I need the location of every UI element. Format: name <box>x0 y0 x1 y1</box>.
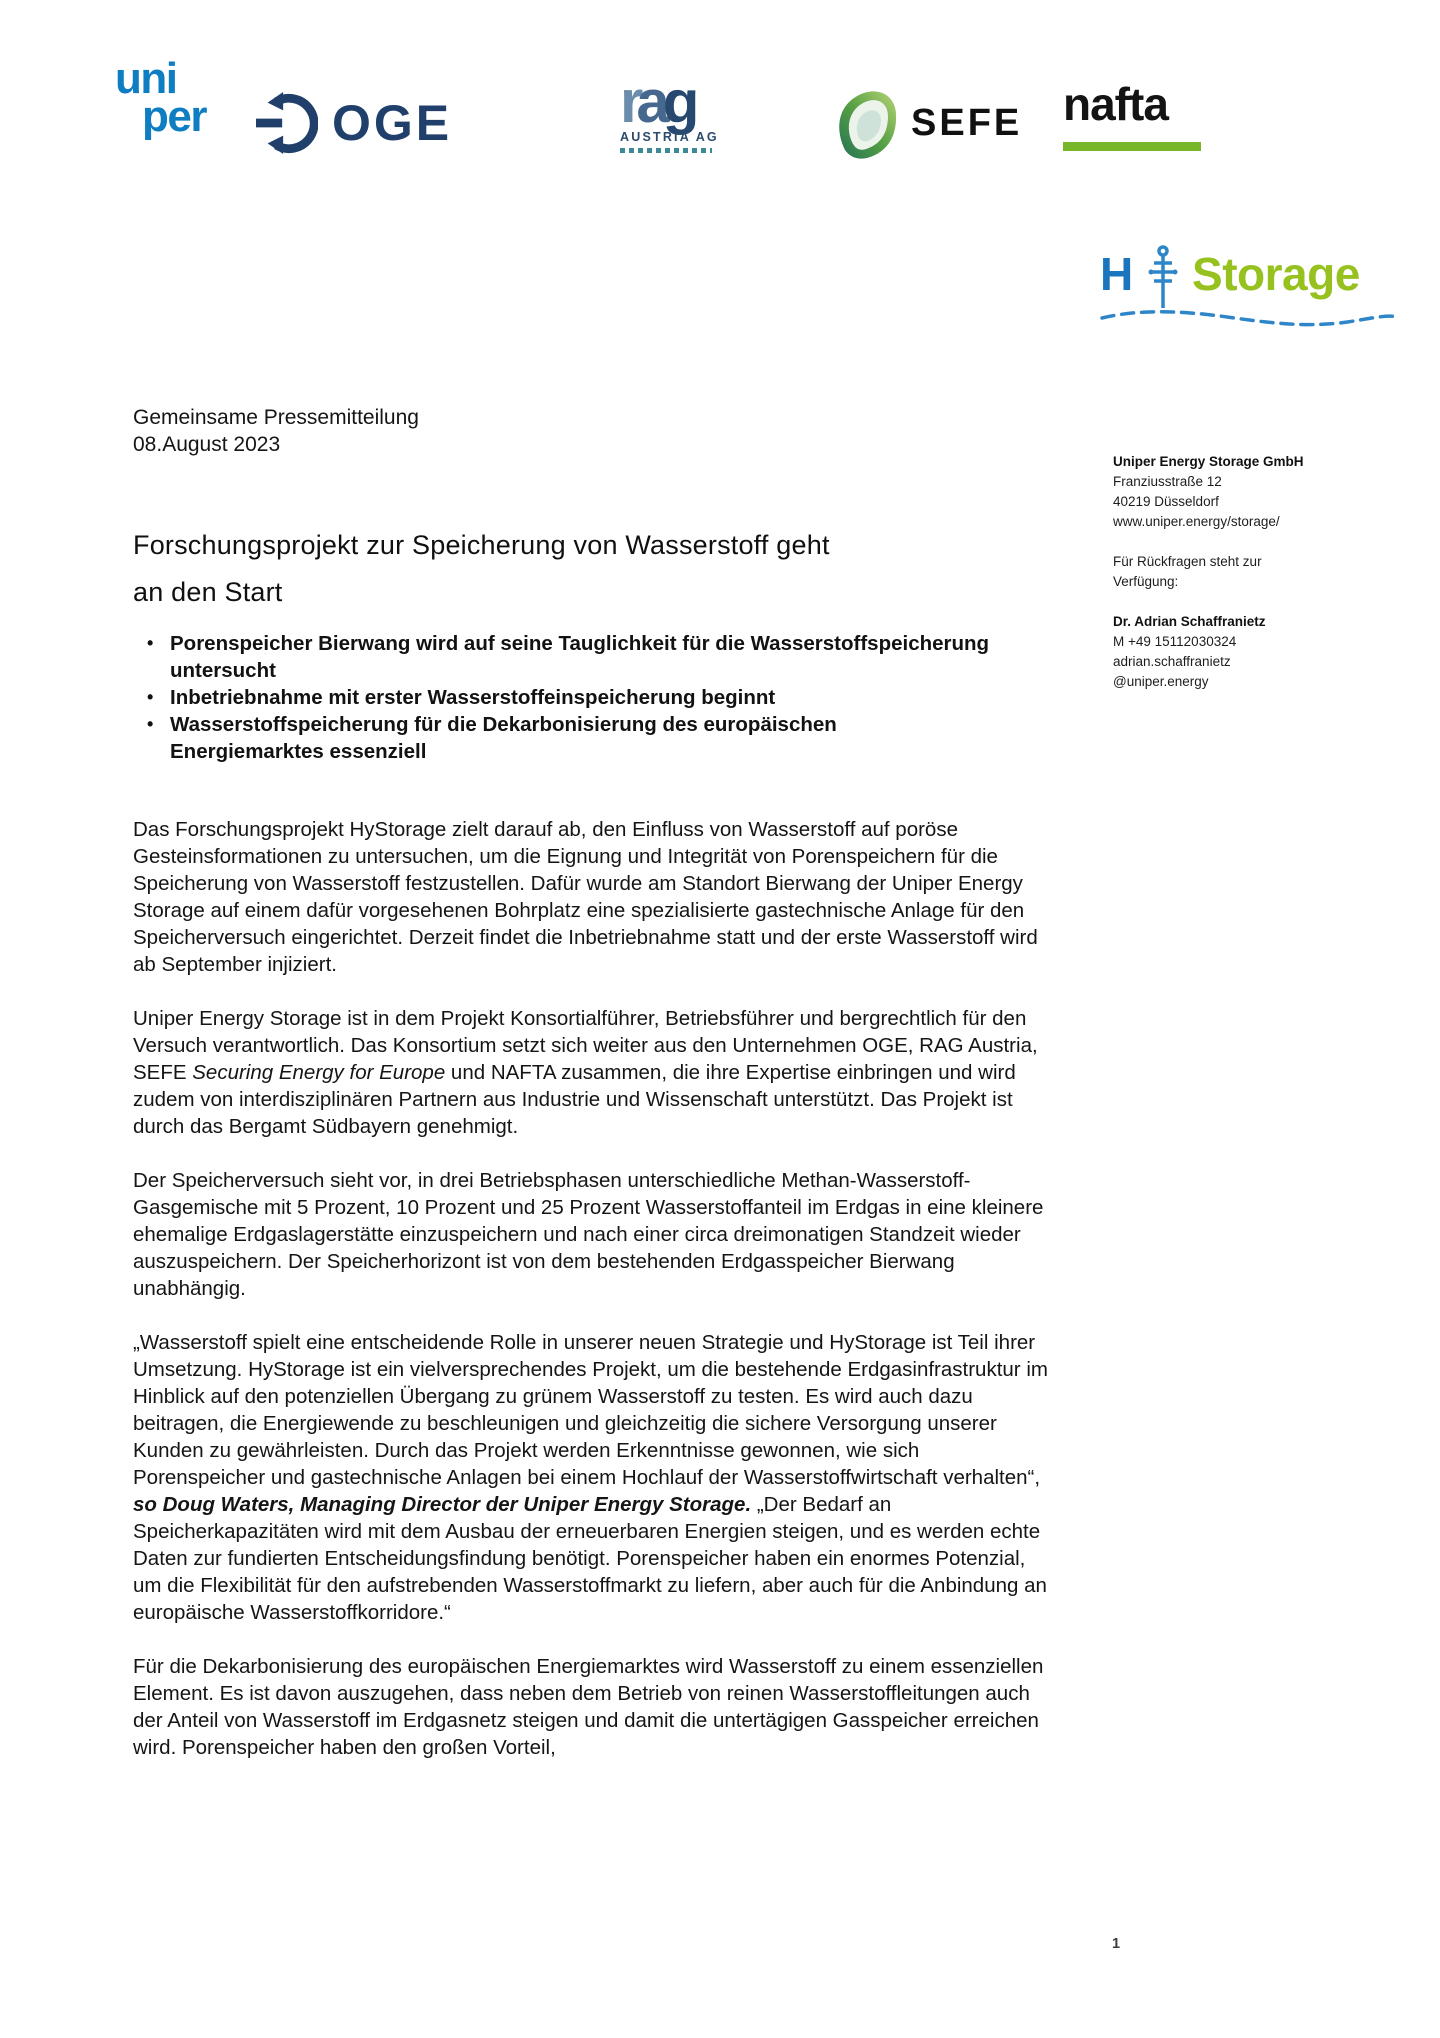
headline: Forschungsprojekt zur Speicherung von Wasserstoff geht an den Start <box>133 530 830 607</box>
oge-arrowhead-bottom <box>268 136 284 154</box>
uniper-logo-line1: uni <box>115 54 177 103</box>
hystorage-h: H <box>1100 248 1133 300</box>
rag-letter-a: a <box>636 68 663 135</box>
paragraph-2-text: Uniper Energy Storage ist in dem Projekt Konsortialführer, Betriebsführer und bergrechtlich für den Versuch verantwortlich. Das Konsortium setzt sich weiter aus den Unternehmen OGE, RAG Austria, SEFE <box>133 1007 1038 1084</box>
rag-austria-logo <box>620 62 780 153</box>
hystorage-logo <box>1100 246 1410 306</box>
oge-arrowhead-top <box>268 92 284 110</box>
sefe-logo <box>833 86 1022 160</box>
hystorage-wellhead-icon <box>1148 244 1178 314</box>
body-paragraph-2 <box>133 1005 1053 1140</box>
body-paragraph-1: Das Forschungsprojekt HyStorage zielt darauf ab, den Einfluss von Wasserstoff auf poröse Gesteinsformationen zu untersuchen, um die Eignung und Integrität von Porenspeichern für die Speicherung von Wasserstoff festzustellen. Dafür wurde am Standort Bierwang der Uniper Energy Storage auf einem dafür vorgesehenen Bohrplatz eine spezialisierte gastechnische Anlage für den Speicherversuch eingerichtet. Derzeit findet die Inbetriebnahme statt und der erste Wasserstoff wird ab September injiziert. <box>133 818 1038 976</box>
release-date: 08.August 2023 <box>133 433 281 456</box>
press-release-label: Gemeinsame Pressemitteilung <box>133 406 419 429</box>
hystorage-wave-icon <box>1100 306 1400 330</box>
paragraph-2-text-cont: und NAFTA zusammen, die ihre Expertise einbringen und wird zudem von interdisziplinären Partnern aus Industrie und Wissenschaft unterstützt. Das Projekt ist durch das Bergamt Südbayern genehmigt. <box>133 1061 1016 1138</box>
oge-logo <box>256 86 452 160</box>
company-website: www.uniper.energy/storage/ <box>1113 514 1280 529</box>
oge-logo-text: OGE <box>332 95 453 151</box>
key-point: • Wasserstoffspeicherung für die Dekarbonisierung des europäischen Energiemarktes essenziell <box>133 711 993 765</box>
quote-paragraph <box>133 1329 1053 1626</box>
contact-sidebar <box>1113 452 1363 712</box>
hystorage-logo-row <box>1100 246 1410 306</box>
sefe-logo-text: SEFE <box>911 102 1023 144</box>
rag-letter-r: r <box>620 68 637 135</box>
contact-block <box>1113 612 1363 692</box>
body-paragraph-5: Für die Dekarbonisierung des europäischen Energiemarktes wird Wasserstoff zu einem essenziellen Element. Es ist davon auszugehen, dass neben dem Betrieb von reinen Wasserstoffleitungen auch der Anteil von Wasserstoff im Erdgasnetz steigen und damit die untertägigen Gasspeicher erreichen wird. Porenspeicher haben den großen Vorteil, <box>133 1655 1044 1759</box>
nafta-logo <box>1063 64 1201 151</box>
company-street: Franziusstraße 12 <box>1113 474 1222 489</box>
rag-logo-subtitle: AUSTRIA AG <box>620 130 719 144</box>
rag-letter-g: g <box>662 68 693 135</box>
quote-text: „Wasserstoff spielt eine entscheidende Rolle in unserer neuen Strategie und HyStorage ist Teil ihrer Umsetzung. HyStorage ist ein vielversprechendes Projekt, um die bestehende Erdgasinfrastruktur im Hinblick auf den potenziellen Übergang zu grünem Wasserstoff zu testen. Es wird auch dazu beitragen, die Energiewende zu beschleunigen und gleichzeitig die sichere Versorgung unserer Kunden zu gewährleisten. Durch das Projekt werden Erkenntnisse gewonnen, wie sich Porenspeicher und gastechnische Anlagen bei einem Hochlauf der Wasserstoffwirtschaft verhalten“, <box>133 1331 1048 1489</box>
company-block <box>1113 452 1363 532</box>
nafta-logo-text: nafta <box>1063 78 1168 130</box>
oge-arrows-icon <box>256 86 318 160</box>
sefe-leaf-icon <box>833 86 899 160</box>
company-name: Uniper Energy Storage GmbH <box>1113 454 1304 469</box>
release-meta <box>133 404 419 458</box>
quote-text-continued: „Der Bedarf an Speicherkapazitäten wird mit dem Ausbau der erneuerbaren Energien steigen, und es werden echte Daten zur fundierten Entscheidungsfindung benötigt. Porenspeicher haben ein enormes Potenzial, um die Flexibilität für den aufstrebenden Wasserstoffmarkt zu liefern, aber auch für die Anbindung an europäische Wasserstoffkorridore.“ <box>133 1493 1047 1624</box>
hystorage-storage: Storage <box>1192 248 1360 300</box>
contact-intro: Für Rückfragen steht zur Verfügung: <box>1113 554 1262 589</box>
contact-name: Dr. Adrian Schaffranietz <box>1113 614 1266 629</box>
paragraph-2-company-name: Securing Energy for Europe <box>192 1061 446 1084</box>
key-points-list <box>133 630 993 765</box>
rag-tagline-strip <box>620 148 712 153</box>
quote-attribution: so Doug Waters, Managing Director der Uniper Energy Storage. <box>133 1493 752 1516</box>
page-number: 1 <box>1112 1936 1121 1952</box>
company-city: 40219 Düsseldorf <box>1113 494 1219 509</box>
uniper-logo-line2: per <box>142 92 206 141</box>
contact-email-line2: @uniper.energy <box>1113 674 1209 689</box>
contact-email-line1: adrian.schaffranietz <box>1113 654 1231 669</box>
key-point: • Porenspeicher Bierwang wird auf seine Tauglichkeit für die Wasserstoffspeicherung untersucht <box>133 630 993 684</box>
body-text-column <box>133 816 1053 1788</box>
uniper-logo <box>115 54 206 141</box>
key-point: • Inbetriebnahme mit erster Wasserstoffeinspeicherung beginnt <box>133 684 993 711</box>
contact-phone: M +49 15112030324 <box>1113 634 1237 649</box>
body-paragraph-3: Der Speicherversuch sieht vor, in drei Betriebsphasen unterschiedliche Methan-Wasserstoff-Gasgemische mit 5 Prozent, 10 Prozent und 25 Prozent Wasserstoffanteil im Erdgas in eine kleinere ehemalige Erdgaslagerstätte einzuspeichern und nach einer circa dreimonatigen Standzeit wieder auszuspeichern. Der Speicherhorizont ist von dem bestehenden Erdgasspeicher Bierwang unabhängig. <box>133 1169 1044 1300</box>
